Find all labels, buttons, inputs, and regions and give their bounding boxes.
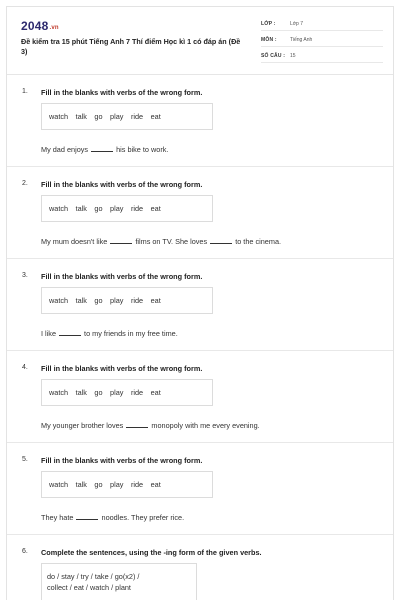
word-bank-item: eat bbox=[150, 480, 161, 489]
word-bank-item: talk bbox=[75, 296, 87, 305]
question-number: 2. bbox=[22, 180, 28, 187]
word-bank-item: ride bbox=[130, 204, 144, 213]
word-bank-item: go bbox=[94, 480, 103, 489]
site-logo[interactable]: 2048.vn bbox=[21, 19, 59, 33]
question-sentence: My dad enjoys his bike to work. bbox=[41, 145, 169, 154]
meta-question-count bbox=[261, 49, 383, 63]
answer-blank[interactable] bbox=[110, 238, 132, 244]
word-bank-item: eat bbox=[150, 112, 161, 121]
question-sentence: I like to my friends in my free time. bbox=[41, 329, 178, 338]
meta-question-count-label: SỐ CÂU : bbox=[261, 53, 286, 59]
word-bank-item: talk bbox=[75, 112, 87, 121]
question-sentence: They hate noodles. They prefer rice. bbox=[41, 513, 185, 522]
word-bank bbox=[41, 103, 213, 130]
question-6 bbox=[7, 535, 394, 600]
worksheet-header bbox=[7, 7, 393, 75]
word-bank-item: eat bbox=[150, 388, 161, 397]
question-2 bbox=[7, 167, 394, 259]
question-number: 1. bbox=[22, 88, 28, 95]
word-bank-item: eat bbox=[150, 204, 161, 213]
answer-blank[interactable] bbox=[91, 146, 113, 152]
word-bank-item: talk bbox=[75, 388, 87, 397]
word-bank-item: talk bbox=[75, 480, 87, 489]
word-bank-item: play bbox=[110, 388, 124, 397]
word-bank-item: watch bbox=[49, 112, 69, 121]
worksheet-page bbox=[6, 6, 394, 600]
answer-blank[interactable] bbox=[76, 514, 98, 520]
word-bank bbox=[41, 287, 213, 314]
word-bank-item: go bbox=[94, 296, 103, 305]
word-bank-item: watch bbox=[49, 480, 69, 489]
word-bank bbox=[41, 471, 213, 498]
question-sentence: My mum doesn't like films on TV. She loves to the cinema. bbox=[41, 237, 282, 246]
meta-subject bbox=[261, 33, 383, 47]
document-title: Đề kiểm tra 15 phút Tiếng Anh 7 Thí điểm Học kì 1 có đáp án (Đề 3) bbox=[21, 37, 241, 56]
question-title: Fill in the blanks with verbs of the wrong form. bbox=[41, 456, 203, 465]
meta-subject-value: Tiếng Anh bbox=[290, 37, 313, 43]
word-bank bbox=[41, 195, 213, 222]
question-title: Fill in the blanks with verbs of the wrong form. bbox=[41, 272, 203, 281]
word-bank-item: watch bbox=[49, 296, 69, 305]
question-sentence: My younger brother loves monopoly with me every evening. bbox=[41, 421, 260, 430]
word-bank-item: play bbox=[110, 480, 124, 489]
question-1 bbox=[7, 75, 394, 167]
question-number: 3. bbox=[22, 272, 28, 279]
question-number: 5. bbox=[22, 456, 28, 463]
word-bank-item: eat bbox=[150, 296, 161, 305]
question-title: Complete the sentences, using the -ing form of the given verbs. bbox=[41, 548, 262, 557]
verb-bank bbox=[41, 563, 197, 600]
word-bank-item: ride bbox=[130, 480, 144, 489]
word-bank-item: go bbox=[94, 112, 103, 121]
question-title: Fill in the blanks with verbs of the wrong form. bbox=[41, 180, 203, 189]
meta-subject-label: MÔN : bbox=[261, 37, 277, 43]
word-bank-item: go bbox=[94, 388, 103, 397]
word-bank-item: watch bbox=[49, 204, 69, 213]
meta-class-label: LỚP : bbox=[261, 21, 276, 27]
question-title: Fill in the blanks with verbs of the wrong form. bbox=[41, 364, 203, 373]
word-bank-item: play bbox=[110, 296, 124, 305]
answer-blank[interactable] bbox=[210, 238, 232, 244]
question-4 bbox=[7, 351, 394, 443]
word-bank-item: go bbox=[94, 204, 103, 213]
word-bank-item: ride bbox=[130, 112, 144, 121]
word-bank-item: ride bbox=[130, 388, 144, 397]
question-number: 6. bbox=[22, 548, 28, 555]
word-bank-item: talk bbox=[75, 204, 87, 213]
verb-bank-line: do / stay / try / take / go(x2) / bbox=[47, 572, 140, 581]
meta-class bbox=[261, 17, 383, 31]
word-bank-item: ride bbox=[130, 296, 144, 305]
meta-question-count-value: 15 bbox=[290, 53, 296, 59]
meta-class-value: Lớp 7 bbox=[290, 21, 304, 27]
question-5 bbox=[7, 443, 394, 535]
word-bank-item: play bbox=[110, 204, 124, 213]
word-bank-item: watch bbox=[49, 388, 69, 397]
answer-blank[interactable] bbox=[59, 330, 81, 336]
question-3 bbox=[7, 259, 394, 351]
verb-bank-line: collect / eat / watch / plant bbox=[47, 583, 131, 592]
question-title: Fill in the blanks with verbs of the wrong form. bbox=[41, 88, 203, 97]
word-bank-item: play bbox=[110, 112, 124, 121]
word-bank bbox=[41, 379, 213, 406]
answer-blank[interactable] bbox=[126, 422, 148, 428]
question-number: 4. bbox=[22, 364, 28, 371]
